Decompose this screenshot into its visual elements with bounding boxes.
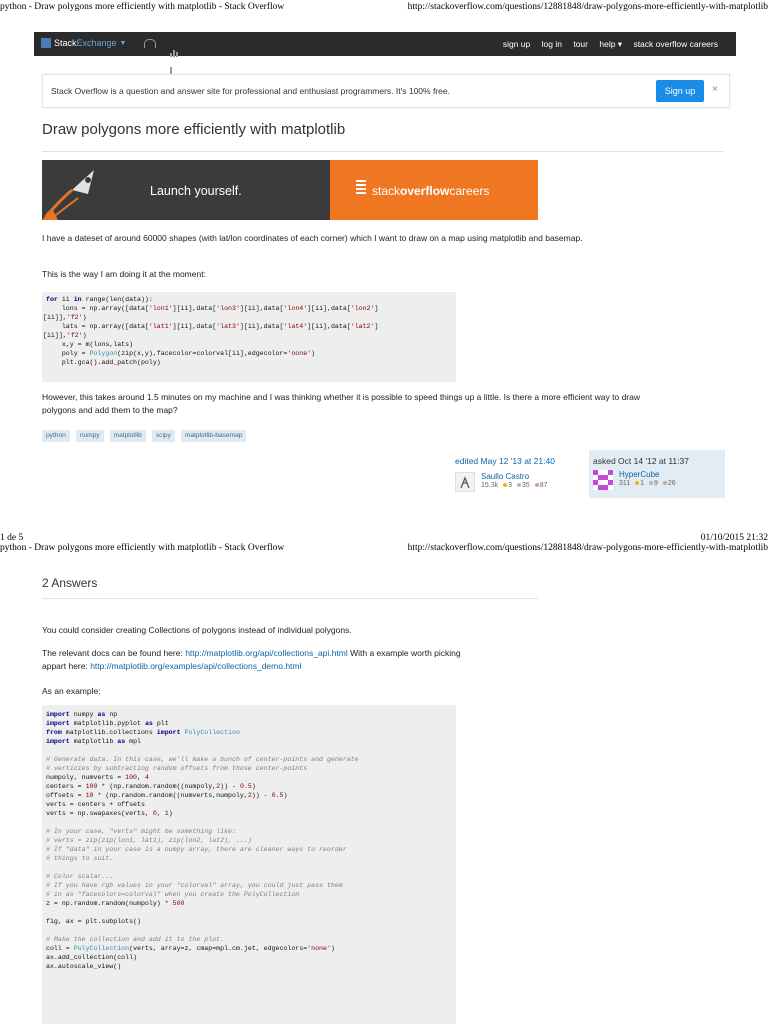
question-code-block: for ii in range(len(data)): lons = np.array([data['lon1'][ii],data['lon3'][ii],data['lon4'][ii],data['lon2'] [ii]],'f2') lats = np.array([data['lat1'][ii],data['lat3'][ii],data['lat4'][ii],data['lat2'] [ii]],'f2') x,y = m(lons,lats) poly = Polygon(zip(x,y),facecolor=colorval[ii],edgecolor='none') plt.gca().add_patch(poly) (42, 292, 456, 382)
logo-text-stack: Stack (54, 38, 77, 48)
nav-help[interactable]: help ▾ (599, 39, 623, 49)
logo-text-exchange: Exchange (76, 38, 117, 48)
print-page-title: python - Draw polygons more efficiently with matplotlib - Stack Overflow (0, 2, 285, 12)
tag-matplotlib-basemap[interactable]: matplotlib-basemap (181, 430, 247, 442)
banner-right (330, 160, 538, 220)
inbox-icon[interactable] (144, 39, 156, 48)
signup-button[interactable]: Sign up (656, 80, 704, 102)
nav-tour[interactable]: tour (573, 39, 588, 49)
question-paragraph-3: However, this takes around 1.5 minutes on my machine and I was thinking whether it is possible to speed things up a little. Is there a more efficient way to draw polygons and add them to the map? (42, 392, 640, 415)
editor-reputation: 15.3k 3 35 87 (481, 482, 548, 489)
print-header (0, 2, 768, 16)
edited-label[interactable]: edited May 12 '13 at 21:40 (455, 456, 555, 466)
careers-banner[interactable] (42, 160, 538, 220)
asker-reputation: 311 1 9 26 (619, 480, 676, 487)
bronze-badge-icon (663, 481, 667, 485)
edited-signature (455, 456, 565, 492)
gold-badge-icon (503, 483, 507, 487)
topbar-nav (494, 39, 718, 50)
banner-tagline: Launch yourself. (150, 184, 242, 198)
asked-label[interactable]: asked Oct 14 '12 at 11:37 (593, 456, 689, 466)
print-page-number: 1 de 5 (0, 533, 24, 543)
editor-user (455, 472, 565, 492)
print-url: http://stackoverflow.com/questions/12881848/draw-polygons-more-efficiently-with-matplotlib (407, 543, 768, 553)
nav-careers[interactable]: stack overflow careers (633, 39, 718, 49)
rocket-icon (42, 160, 122, 220)
asker-avatar[interactable] (593, 470, 613, 490)
topbar (34, 32, 736, 56)
print-header-page-2 (0, 543, 768, 557)
bronze-badge-icon (535, 483, 539, 487)
asker-user (593, 470, 723, 490)
print-datetime: 01/10/2015 21:32 (700, 533, 768, 543)
nav-sign-up[interactable]: sign up (502, 39, 531, 49)
tag-numpy[interactable]: numpy (76, 430, 104, 442)
question-tags (42, 430, 252, 442)
answers-divider (42, 598, 538, 599)
answer-paragraph-1: You could consider creating Collections of polygons instead of individual polygons. (42, 625, 352, 635)
answers-header: 2 Answers (42, 576, 98, 590)
editor-name[interactable]: Saullo Castro (481, 472, 530, 481)
silver-badge-icon (517, 483, 521, 487)
tag-matplotlib[interactable]: matplotlib (110, 430, 146, 442)
chevron-down-icon: ▼ (119, 39, 127, 47)
nav-log-in[interactable]: log in (541, 39, 562, 49)
silver-badge-icon (649, 481, 653, 485)
asker-name[interactable]: HyperCube (619, 470, 660, 479)
close-icon[interactable]: × (712, 84, 718, 95)
achievements-icon[interactable] (170, 39, 180, 48)
stackoverflow-logo-icon (356, 180, 368, 196)
banner-brand: stackoverflowcareers (372, 184, 490, 198)
editor-avatar[interactable] (455, 472, 475, 492)
question-paragraph-2: This is the way I am doing it at the moment: (42, 269, 206, 279)
banner-left (42, 160, 330, 220)
collections-demo-link[interactable]: http://matplotlib.org/examples/api/collections_demo.html (90, 660, 302, 671)
tag-scipy[interactable]: scipy (152, 430, 175, 442)
gold-badge-icon (635, 481, 639, 485)
question-title[interactable]: Draw polygons more efficiently with matplotlib (42, 121, 346, 138)
print-url: http://stackoverflow.com/questions/12881848/draw-polygons-more-efficiently-with-matplotlib (407, 2, 768, 12)
asked-signature (589, 450, 725, 498)
answer-paragraph-3: As an example: (42, 686, 101, 696)
signup-notice (42, 74, 730, 108)
stackexchange-logo-icon (41, 38, 51, 48)
answer-paragraph-2: The relevant docs can be found here: http://matplotlib.org/api/collections_api.html With a example worth picking appart here: http://matplotlib.org/examples/api/collections_demo.html (42, 648, 461, 671)
print-page-title: python - Draw polygons more efficiently with matplotlib - Stack Overflow (0, 543, 285, 553)
collections-api-link[interactable]: http://matplotlib.org/api/collections_api.html (185, 648, 348, 658)
answer-code-block: import numpy as np import matplotlib.pyplot as plt from matplotlib.collections import PolyCollection import matplotlib as mpl # Generate data. In this case, we'll make a bunch of center-points and generate # verticies by subtracting random offsets from those center-points numpoly, numverts = 100, 4 centers = 100 * (np.random.random((numpoly,2)) - 0.5) offsets = 10 * (np.random.random((numverts,numpoly,2)) - 0.5) verts = centers + offsets verts = np.swapaxes(verts, 0, 1) # In your case, "verts" might be something like: # verts = zip(zip(lon1, lat1), zip(lon2, lat2), ...) # If "data" in your case is a numpy array, there are cleaner ways to reorder # things to suit. # Color scalar... # If you have rgb values in your "colorval" array, you could just pass them # in as "facecolors=colorval" when you create the PolyCollection z = np.random.random(numpoly) * 500 fig, ax = plt.subplots() # Make the collection and add it to the plot. coll = PolyCollection(verts, array=z, cmap=mpl.cm.jet, edgecolors='none') ax.add_collection(coll) ax.autoscale_view() (42, 705, 456, 1024)
stackexchange-logo[interactable] (41, 38, 126, 48)
notice-text: Stack Overflow is a question and answer site for professional and enthusiast programmers. It's 100% free. (51, 86, 450, 96)
title-divider (42, 151, 724, 152)
question-paragraph-1: I have a dateset of around 60000 shapes (with lat/lon coordinates of each corner) which I want to draw on a map using matplotlib and basemap. (42, 233, 583, 243)
tag-python[interactable]: python (42, 430, 70, 442)
